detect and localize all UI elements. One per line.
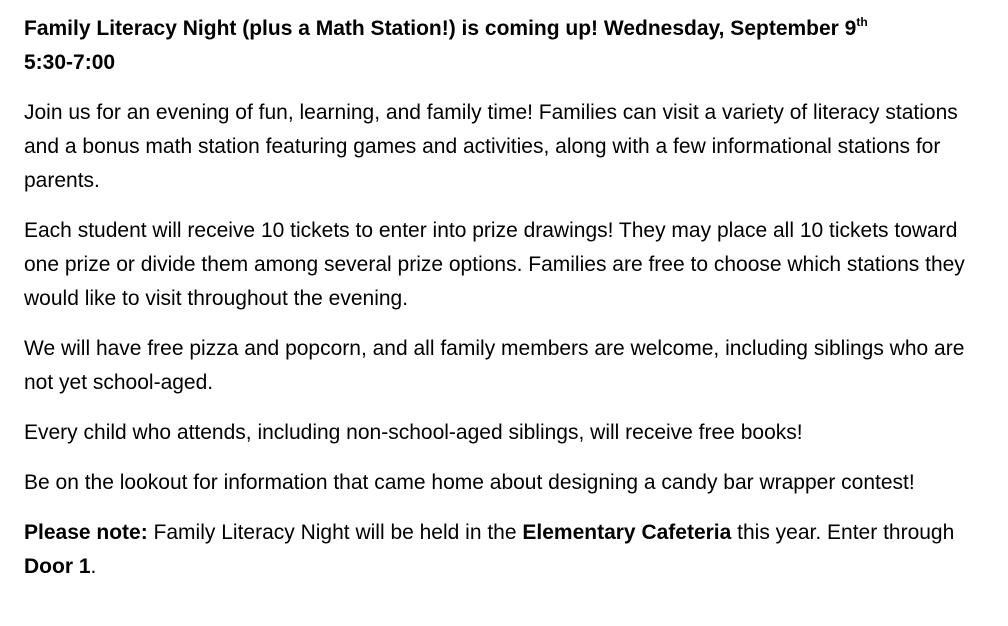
- event-time: 5:30-7:00: [24, 51, 116, 74]
- announcement-heading: [24, 12, 984, 80]
- books-paragraph: Every child who attends, including non-school-aged siblings, will receive free books!: [24, 421, 803, 444]
- announcement-document: [24, 12, 984, 584]
- note-text-1: Family Literacy Night will be held in the: [147, 521, 523, 544]
- intro-paragraph: Join us for an evening of fun, learning, and family time! Families can visit a variety of literacy stations and a bonus math station featuring games and activities, along with a few informational stations for parents.: [24, 101, 958, 192]
- event-title: Family Literacy Night (plus a Math Station!) is coming up! Wednesday, September 9: [24, 17, 857, 40]
- food-paragraph: We will have free pizza and popcorn, and all family members are welcome, including siblings who are not yet school-aged.: [24, 337, 965, 394]
- date-suffix: th: [856, 15, 868, 29]
- note-label: Please note:: [24, 521, 148, 544]
- note-text-3: .: [90, 555, 97, 578]
- note-location: Elementary Cafeteria: [522, 521, 732, 544]
- note-text-2: this year. Enter through: [731, 521, 955, 544]
- tickets-paragraph: Each student will receive 10 tickets to enter into prize drawings! They may place all 10 tickets toward one prize or divide them among several prize options. Families are free to choose which stations they would like to visit throughout the evening.: [24, 219, 965, 310]
- contest-paragraph: Be on the lookout for information that came home about designing a candy bar wrapper contest!: [24, 471, 915, 494]
- note-paragraph: [24, 516, 984, 584]
- note-door: Door 1: [24, 555, 91, 578]
